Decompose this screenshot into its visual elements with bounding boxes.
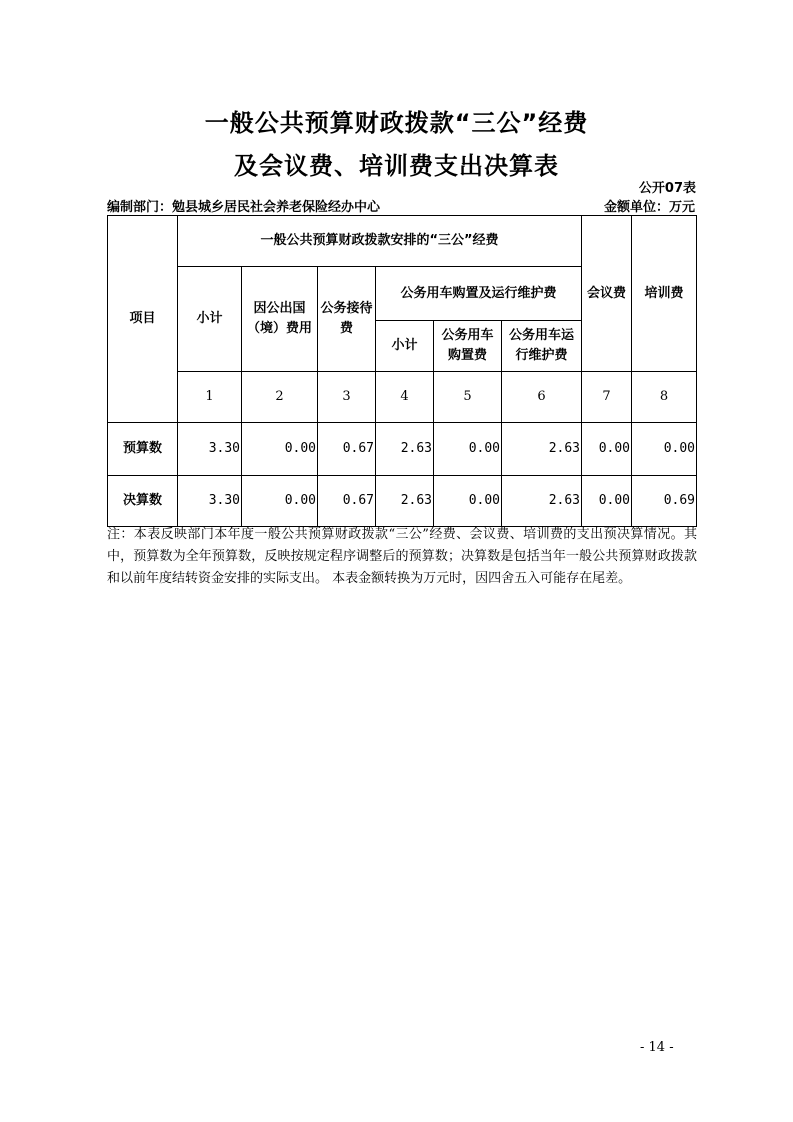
- department-label: 编制部门：勉县城乡居民社会养老保险经办中心: [107, 200, 381, 215]
- expenditure-table: [107, 215, 697, 527]
- table-cell: 0.00: [582, 423, 632, 476]
- table-cell: 0.67: [318, 476, 376, 527]
- col-number: 2: [242, 372, 318, 423]
- header-abroad-fee: 因公出国（境）费用: [242, 267, 318, 372]
- table-cell: 0.00: [632, 423, 697, 476]
- header-subtotal: 小计: [178, 267, 242, 372]
- col-number: 7: [582, 372, 632, 423]
- col-number: 4: [376, 372, 434, 423]
- header-meeting-fee: 会议费: [582, 216, 632, 372]
- header-vehicle-maintenance: 公务用车运行维护费: [502, 321, 582, 372]
- table-cell: 0.69: [632, 476, 697, 527]
- col-number: 8: [632, 372, 697, 423]
- document-title-line1: 一般公共预算财政拨款“三公”经费: [204, 109, 589, 137]
- col-number: 5: [434, 372, 502, 423]
- header-vehicle-purchase: 公务用车购置费: [434, 321, 502, 372]
- table-cell: 2.63: [376, 476, 434, 527]
- header-reception-fee: 公务接待费: [318, 267, 376, 372]
- table-cell: 0.00: [242, 423, 318, 476]
- table-cell: 3.30: [178, 476, 242, 527]
- row-label-actual: 决算数: [108, 476, 178, 527]
- table-cell: 0.00: [242, 476, 318, 527]
- table-row: [108, 476, 697, 527]
- table-row: [108, 423, 697, 476]
- amount-unit-label: 金额单位：万元: [603, 200, 695, 215]
- meta-row: [107, 196, 697, 214]
- row-label-budget: 预算数: [108, 423, 178, 476]
- header-item: 项目: [108, 216, 178, 423]
- table-cell: 3.30: [178, 423, 242, 476]
- header-three-public-group: 一般公共预算财政拨款安排的“三公”经费: [178, 216, 582, 267]
- table-note: 注：本表反映部门本年度一般公共预算财政拨款“三公”经费、会议费、培训费的支出预决算情况。其中，预算数为全年预算数，反映按规定程序调整后的预算数；决算数是包括当年一般公共预算财政拨款和以前年度结转资金安排的实际支出。 本表金额转换为万元时，因四舍五入可能存在尾差。: [107, 527, 697, 586]
- col-number: 3: [318, 372, 376, 423]
- table-cell: 0.67: [318, 423, 376, 476]
- table-cell: 0.00: [434, 423, 502, 476]
- header-training-fee: 培训费: [632, 216, 697, 372]
- document-title-line2: 及会议费、培训费支出决算表: [234, 152, 559, 180]
- table-cell: 0.00: [434, 476, 502, 527]
- table-cell: 2.63: [502, 476, 582, 527]
- page-number: - 14 -: [640, 1040, 674, 1055]
- col-number: 1: [178, 372, 242, 423]
- table-cell: 2.63: [376, 423, 434, 476]
- form-number: 公开07表: [638, 181, 696, 196]
- header-vehicle-subtotal: 小计: [376, 321, 434, 372]
- table-cell: 2.63: [502, 423, 582, 476]
- header-vehicle-group: 公务用车购置及运行维护费: [376, 267, 582, 321]
- col-number: 6: [502, 372, 582, 423]
- table-cell: 0.00: [582, 476, 632, 527]
